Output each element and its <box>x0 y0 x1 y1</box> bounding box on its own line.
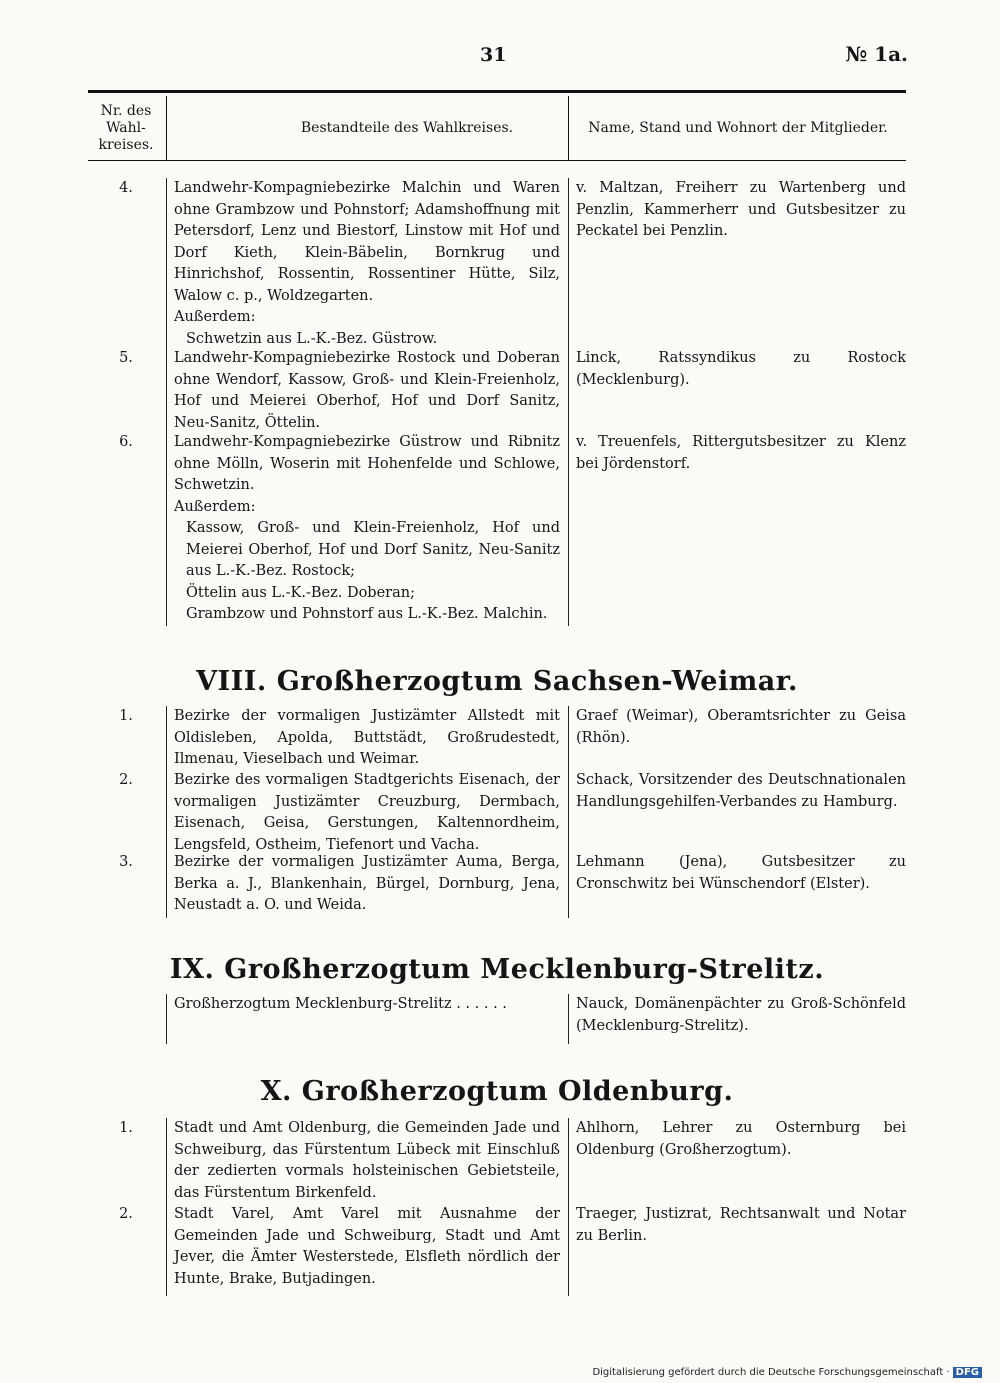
row-members: Traeger, Justizrat, Rechtsanwalt und Notar zu Berlin. <box>576 1206 906 1244</box>
row-members: v. Maltzan, Freiherr zu Wartenberg und Penzlin, Kammerherr und Gutsbesitzer zu Peckatel bei Penzlin. <box>576 180 906 239</box>
table-header <box>88 96 906 161</box>
page-number: 31 <box>480 44 507 66</box>
row-parts: Stadt Varel, Amt Varel mit Ausnahme der Gemeinden Jade und Schweiburg, Stadt und Amt Jever, die Ämter Westerstede, Elsfleth nördlich der Hunte, Brake, Butjadingen. <box>174 1206 560 1287</box>
header-parts: Bestandteile des Wahlkreises. <box>166 96 647 160</box>
row-number: 2. <box>119 1206 133 1222</box>
row-number: 6. <box>119 434 133 450</box>
header-members: Name, Stand und Wohnort der Mitglieder. <box>568 96 907 160</box>
table-block-sachsen-weimar <box>88 706 906 918</box>
row-parts: Landwehr-Kompagniebezirke Malchin und Waren ohne Grambzow und Pohnstorf; Adamshoffnung mit Petersdorf, Lenz und Biestorf, Linstow mit Hof und Dorf Kieth, Klein-Bäbelin, Bornkrug und Hinrichshof, Rossentin, Rossentiner Hütte, Silz, Walow c. p., Woldzegarten. Außerdem: Schwetzin aus L.-K.-Bez. Güstrow. <box>174 180 560 347</box>
row-parts: Landwehr-Kompagniebezirke Rostock und Doberan ohne Wendorf, Kassow, Groß- und Klein-Freienholz, Hof und Meierei Oberhof, Hof und Dorf Sanitz, Neu-Sanitz, Öttelin. <box>174 350 560 431</box>
row-parts: Großherzogtum Mecklenburg-Strelitz . . . . . . <box>174 996 507 1012</box>
row-parts: Bezirke der vormaligen Justizämter Auma, Berga, Berka a. J., Blankenhain, Bürgel, Dornburg, Jena, Neustadt a. O. und Weida. <box>174 854 560 913</box>
table-block-oldenburg <box>88 1118 906 1296</box>
row-members: Nauck, Domänenpächter zu Groß-Schönfeld (Mecklenburg-Strelitz). <box>576 996 906 1034</box>
top-rule <box>88 90 906 93</box>
row-members: Schack, Vorsitzender des Deutschnationalen Handlungsgehilfen-Verbandes zu Hamburg. <box>576 772 906 810</box>
footer-credit <box>592 1367 982 1378</box>
header-nr: Nr. des Wahl-kreises. <box>98 102 154 153</box>
row-members: Graef (Weimar), Oberamtsrichter zu Geisa (Rhön). <box>576 708 906 746</box>
section-title-mecklenburg-strelitz: IX. Großherzogtum Mecklenburg-Strelitz. <box>169 954 825 985</box>
row-parts: Stadt und Amt Oldenburg, die Gemeinden Jade und Schweiburg, das Fürstentum Lübeck mit Einschluß der zedierten vormals holsteinischen Gebietsteile, das Fürstentum Birkenfeld. <box>174 1120 560 1201</box>
row-number: 3. <box>119 854 133 870</box>
section-title-oldenburg: X. Großherzogtum Oldenburg. <box>260 1076 734 1107</box>
row-parts: Landwehr-Kompagniebezirke Güstrow und Ribnitz ohne Mölln, Woserin mit Hohenfelde und Schlowe, Schwetzin. Außerdem: Kassow, Groß- und Klein-Freienholz, Hof und Meierei Oberhof, Hof und Dorf Sanitz, Neu-Sanitz aus L.-K.-Bez. Rostock; Öttelin aus L.-K.-Bez. Doberan; Grambzow und Pohnstorf aus L.-K.-Bez. Malchin. <box>174 434 560 622</box>
row-members: Ahlhorn, Lehrer zu Osternburg bei Oldenburg (Großherzogtum). <box>576 1120 906 1158</box>
row-number: 2. <box>119 772 133 788</box>
table-block-mecklenburg-strelitz <box>88 994 906 1044</box>
row-members: v. Treuenfels, Rittergutsbesitzer zu Klenz bei Jördenstorf. <box>576 434 906 472</box>
dfg-logo: DFG <box>953 1367 982 1378</box>
row-number: 1. <box>119 708 133 724</box>
row-number: 1. <box>119 1120 133 1136</box>
section-title-sachsen-weimar: VIII. Großherzogtum Sachsen-Weimar. <box>196 666 798 697</box>
row-parts: Bezirke der vormaligen Justizämter Allstedt mit Oldisleben, Apolda, Buttstädt, Großrudestedt, Ilmenau, Vieselbach und Weimar. <box>174 708 560 767</box>
row-parts: Bezirke des vormaligen Stadtgerichts Eisenach, der vormaligen Justizämter Creuzburg, Dermbach, Eisenach, Geisa, Gerstungen, Kaltennordheim, Lengsfeld, Ostheim, Tiefenort und Vacha. <box>174 772 560 853</box>
footer-text: Digitalisierung gefördert durch die Deutsche Forschungsgemeinschaft · <box>592 1367 950 1378</box>
table-block-mecklenburg-schwerin <box>88 178 906 626</box>
document-number: № 1a. <box>845 42 908 66</box>
row-number: 4. <box>119 180 133 196</box>
row-members: Linck, Ratssyndikus zu Rostock (Mecklenburg). <box>576 350 906 388</box>
row-members: Lehmann (Jena), Gutsbesitzer zu Cronschwitz bei Wünschendorf (Elster). <box>576 854 906 892</box>
row-number: 5. <box>119 350 133 366</box>
